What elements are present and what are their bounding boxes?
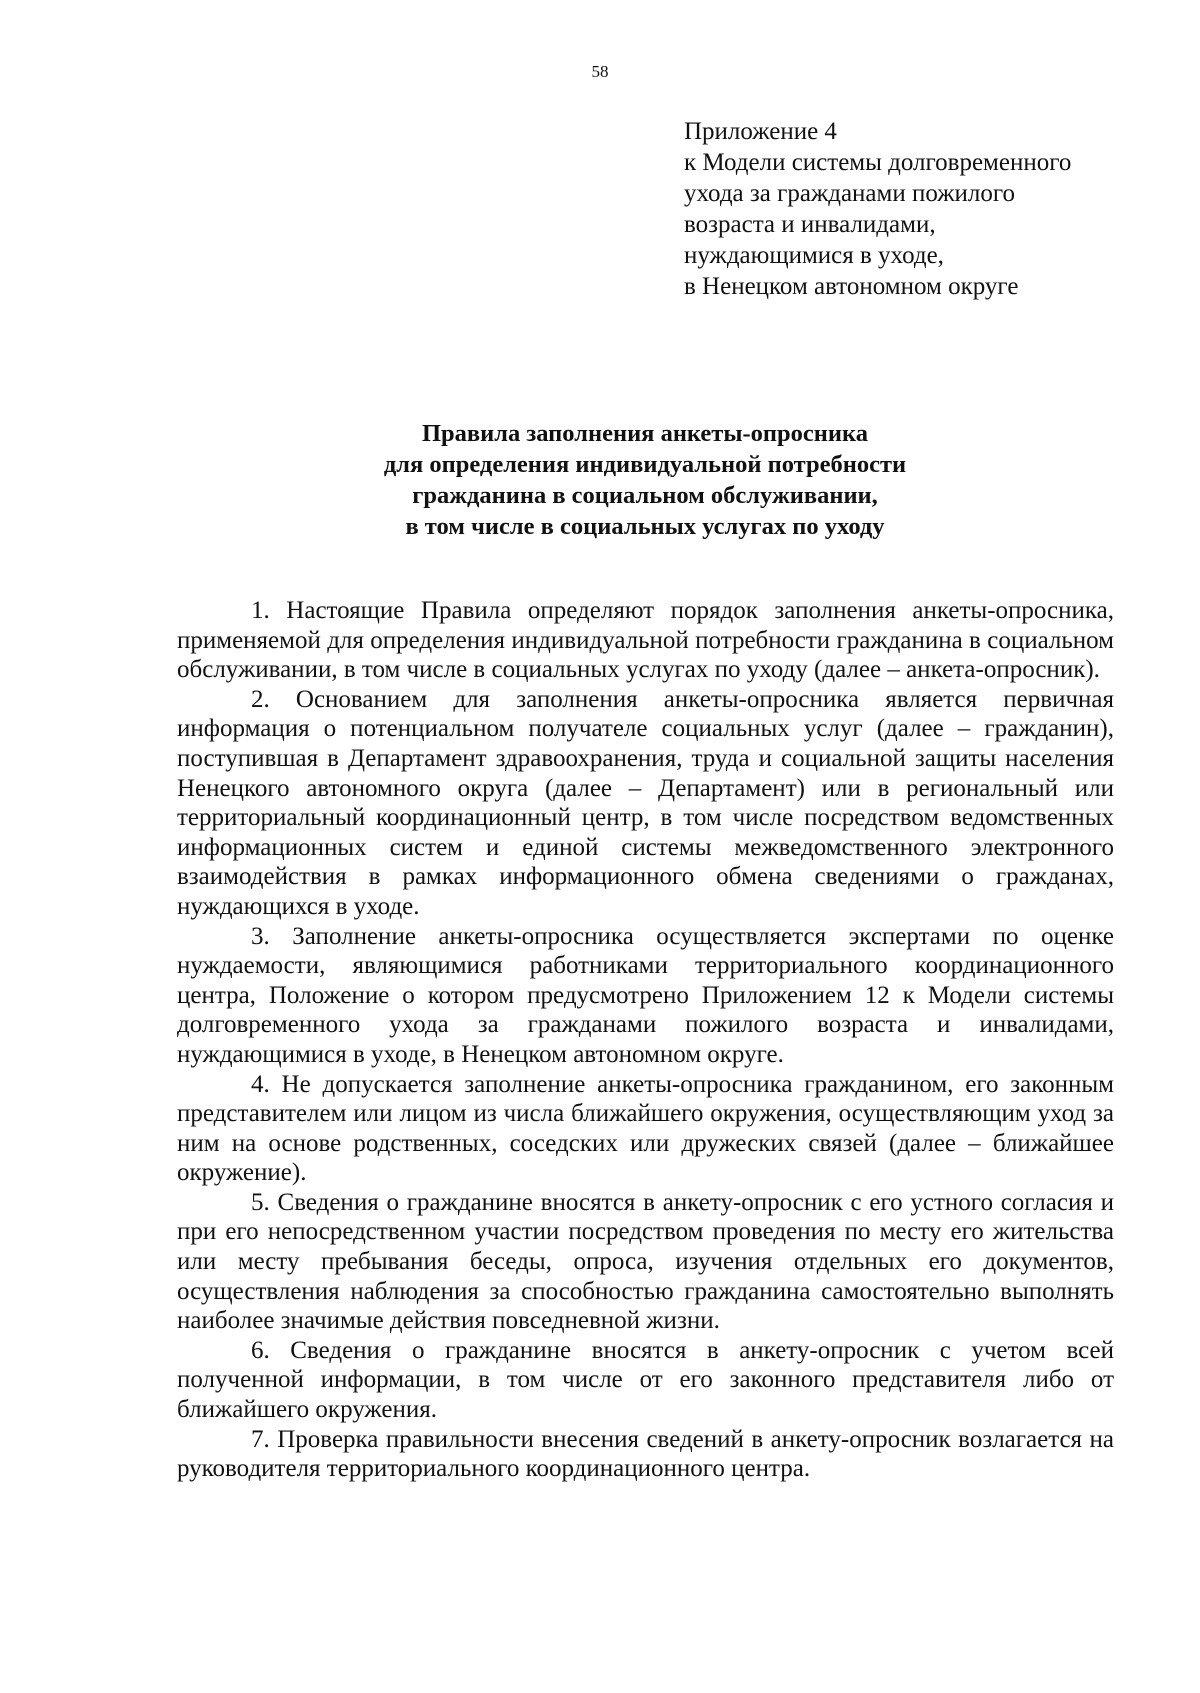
annex-line: возраста и инвалидами, xyxy=(684,211,936,238)
annex-line: нуждающимися в уходе, xyxy=(684,242,944,269)
title-line: для определения индивидуальной потребности xyxy=(383,451,907,478)
paragraph-5: 5. Сведения о гражданине вносятся в анкету-опросник с его устного согласия и при его непосредственном участии посредством проведения по месту его жительства или месту пребывания беседы, опроса, изучения отдельных его документов, осуществления наблюдения за способностью гражданина самостоятельно выполнять наиболее значимые действия повседневной жизни. xyxy=(177,1188,1114,1335)
paragraph-4: 4. Не допускается заполнение анкеты-опросника гражданином, его законным представителем или лицом из числа ближайшего окружения, осуществляющим уход за ним на основе родственных, соседских или дружеских связей (далее – ближайшее окружение). xyxy=(177,1070,1114,1187)
annex-header xyxy=(684,116,1164,302)
annex-line: в Ненецком автономном округе xyxy=(684,273,1019,300)
annex-line: ухода за гражданами пожилого xyxy=(684,180,1015,207)
paragraph-3: 3. Заполнение анкеты-опросника осуществляется экспертами по оценке нуждаемости, являющимися работниками территориального координационного центра, Положение о котором предусмотрено Приложением 12 к Модели системы долговременного ухода за гражданами пожилого возраста и инвалидами, нуждающимися в уходе, в Ненецком автономном округе. xyxy=(177,922,1114,1068)
title-line: в том числе в социальных услугах по уходу xyxy=(405,513,885,540)
page-number: 58 xyxy=(591,62,609,81)
title-line: гражданина в социальном обслуживании, xyxy=(412,482,878,509)
paragraph-7: 7. Проверка правильности внесения сведений в анкету-опросник возлагается на руководителя территориального координационного центра. xyxy=(177,1425,1114,1483)
paragraph-6: 6. Сведения о гражданине вносятся в анкету-опросник с учетом всей полученной информации, в том числе от его законного представителя либо от ближайшего окружения. xyxy=(177,1336,1114,1424)
annex-line: к Модели системы долговременного xyxy=(684,149,1072,176)
annex-line: Приложение 4 xyxy=(684,118,837,145)
document-body xyxy=(177,596,1114,1484)
title-line: Правила заполнения анкеты-опросника xyxy=(422,420,868,447)
document-title xyxy=(175,418,1115,542)
paragraph-2: 2. Основанием для заполнения анкеты-опросника является первичная информация о потенциальном получателе социальных услуг (далее – гражданин), поступившая в Департамент здравоохранения, труда и социальной защиты населения Ненецкого автономного округа (далее – Департамент) или в региональный или территориальный координационный центр, в том числе посредством ведомственных информационных систем и единой системы межведомственного электронного взаимодействия в рамках информационного обмена сведениями о гражданах, нуждающихся в уходе. xyxy=(177,685,1114,920)
paragraph-1: 1. Настоящие Правила определяют порядок заполнения анкеты-опросника, применяемой для определения индивидуальной потребности гражданина в социальном обслуживании, в том числе в социальных услугах по уходу (далее – анкета-опросник). xyxy=(177,597,1114,684)
